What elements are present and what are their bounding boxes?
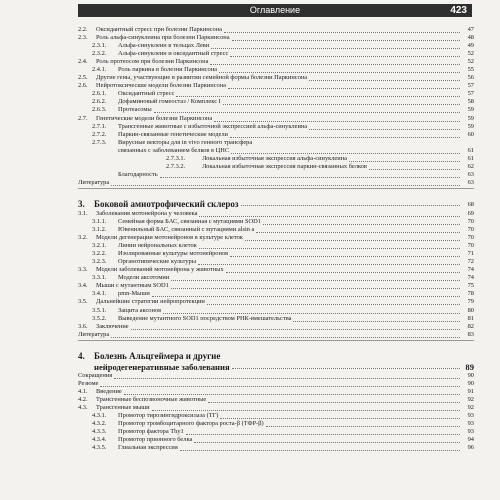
toc-entry-page: 92: [467, 395, 474, 403]
section-divider: [78, 340, 474, 341]
leader-dots: [369, 163, 460, 170]
toc-entry-page: 59: [467, 122, 474, 130]
toc-entry: [78, 147, 474, 155]
toc-entry-number: 4.3.3.: [92, 428, 107, 436]
toc-entry-page: 90: [467, 371, 474, 379]
leader-dots: [231, 147, 460, 154]
toc-entry-number: 4.3.1.: [92, 411, 107, 419]
toc-entry: [78, 266, 474, 274]
running-title: Оглавление: [249, 5, 301, 15]
toc-entry-number: 2.7.3.2.: [166, 162, 186, 170]
leader-dots: [241, 199, 460, 206]
toc-entry-number: 4.3.4.: [92, 436, 107, 444]
toc-entry-page: 61: [467, 154, 474, 162]
toc-entry-title: Альфа-синуклеин и оксидантный стресс: [118, 50, 229, 58]
toc-entry-number: 3.2.: [78, 234, 88, 242]
toc-entry-title: Промотор тромбоцитарного фактора роста-β (ТФР-β): [118, 419, 264, 427]
toc-entry-number: 2.6.1.: [92, 90, 107, 98]
toc-entry: [78, 274, 474, 282]
toc-entry: [78, 315, 474, 323]
leader-dots: [131, 323, 460, 330]
leader-dots: [309, 74, 460, 81]
toc-entry-number: 3.5.2.: [92, 314, 107, 322]
toc-entry-title: Болезнь Альцгеймера и другие: [94, 350, 221, 361]
toc-entry-title: связанных с заболеванием белков в ЦНС: [118, 146, 230, 154]
toc-entry: [78, 444, 474, 452]
toc-entry-page: 59: [467, 114, 474, 122]
toc-entry-number: 2.6.: [78, 82, 88, 90]
leader-dots: [163, 307, 460, 314]
toc-entry-number: 3.5.: [78, 298, 88, 306]
toc-entry-page: 60: [467, 130, 474, 138]
toc-entry: [78, 290, 474, 298]
toc-entry: [78, 258, 474, 266]
leader-dots: [349, 155, 460, 162]
toc-entry-title: Благодарность: [118, 170, 158, 178]
spacer: [78, 191, 474, 195]
toc-entry-page: 74: [467, 266, 474, 274]
toc-entry-number: 2.2.: [78, 26, 88, 33]
toc-entry-number: 3.3.: [78, 266, 88, 274]
leader-dots: [198, 258, 460, 265]
leader-dots: [219, 66, 460, 73]
toc-entry-title: Семейная форма БАС, связанная с мутациями SOD1: [118, 217, 261, 225]
toc-entry-title: Генетические модели болезни Паркинсона: [96, 114, 213, 122]
page-number: 423: [450, 5, 467, 16]
toc-entry-number: 2.6.3.: [92, 106, 107, 114]
leader-dots: [224, 26, 460, 33]
toc-entry-number: 3.4.: [78, 282, 88, 290]
leader-dots: [223, 98, 460, 105]
toc-entry-title: Нейротоксические модели болезни Паркинсона: [96, 82, 226, 90]
leader-dots: [293, 315, 460, 322]
leader-dots: [100, 380, 460, 387]
leader-dots: [220, 412, 460, 419]
leader-dots: [256, 226, 460, 233]
toc-entry: [78, 282, 474, 290]
toc-entry-page: 69: [467, 209, 474, 217]
toc-entry-title: Роль протеосом при болезни Паркинсона: [96, 58, 209, 66]
toc-entry: [78, 210, 474, 218]
toc-entry-page: 56: [467, 74, 474, 82]
toc-entry-number: 3.2.1.: [92, 242, 107, 250]
leader-dots: [171, 274, 460, 281]
leader-dots: [245, 234, 460, 241]
toc-entry-title: Модели заболеваний мотонейрона у животных: [96, 266, 224, 274]
toc-entry: [78, 226, 474, 234]
toc-entry-number: 3.1.: [78, 209, 88, 217]
leader-dots: [208, 396, 460, 403]
toc-entry-number: 4.3.5.: [92, 444, 107, 452]
toc-entry-page: 63: [467, 178, 474, 186]
toc-entry-page: 70: [467, 226, 474, 234]
toc-entry: [78, 106, 474, 114]
toc-entry: [78, 362, 474, 372]
toc-entry-number: 2.4.: [78, 58, 88, 66]
toc-entry-page: 49: [467, 42, 474, 50]
toc-entry-page: 96: [467, 444, 474, 452]
leader-dots: [180, 444, 460, 451]
leader-dots: [263, 218, 460, 225]
toc-entry: [78, 412, 474, 420]
toc-entry-page: 47: [467, 26, 474, 33]
toc-entry-title: Роль альфа-синуклеина при болезни Паркинсона: [96, 34, 230, 42]
toc-entry-title: Альфа-синуклеин в тельцах Леви: [118, 42, 210, 50]
toc-entry: [78, 351, 474, 362]
toc-entry-page: 93: [467, 428, 474, 436]
toc-entry-title: Сокращения: [78, 371, 113, 379]
leader-dots: [111, 179, 460, 186]
toc-entry-number: 4.3.2.: [92, 419, 107, 427]
toc-entry-title: Линии нейрональных клеток: [118, 242, 197, 250]
toc-entry-number: 3.: [78, 198, 85, 209]
toc-entry: [78, 155, 474, 163]
toc-entry-title: Локальная избыточная экспрессия альфа-синуклеина: [202, 154, 347, 162]
toc-entry-title: Трансгенные мыши: [96, 403, 150, 411]
toc-entry-title: Выведение мутантного SOD1 посредством РНК-вмешательства: [118, 314, 292, 322]
toc-entry-title: Оксидантный стресс при болезни Паркинсона: [96, 26, 222, 33]
toc-entry: [78, 171, 474, 179]
toc-entry: [78, 50, 474, 58]
toc-entry: [78, 388, 474, 396]
toc-entry-page: 70: [467, 242, 474, 250]
toc-entry-page: 57: [467, 90, 474, 98]
toc-entry-number: 3.3.1.: [92, 274, 107, 282]
toc-entry-title: Дофаминовый гомеостаз / Комплекс I: [118, 98, 221, 106]
table-of-contents: [78, 26, 474, 452]
toc-entry-number: 2.3.1.: [92, 42, 107, 50]
toc-entry: [78, 131, 474, 139]
toc-entry-number: 2.5.: [78, 74, 88, 82]
toc-entry-title: Боковой амиотрофический склероз: [94, 198, 239, 209]
leader-dots: [214, 115, 460, 122]
toc-entry-page: 93: [467, 419, 474, 427]
leader-dots: [160, 171, 460, 178]
toc-entry-number: 3.1.2.: [92, 226, 107, 234]
toc-entry-page: 89: [465, 361, 474, 372]
leader-dots: [154, 106, 460, 113]
toc-entry-number: 3.4.1.: [92, 290, 107, 298]
toc-entry-page: 82: [467, 322, 474, 330]
toc-entry-page: 62: [467, 162, 474, 170]
toc-entry-title: Вирусные векторы для in vivo генного трансфера: [118, 138, 253, 146]
toc-entry-title: Литература: [78, 330, 110, 338]
toc-entry-title: Паркин-связанные генетические модели: [118, 130, 228, 138]
leader-dots: [230, 50, 460, 57]
toc-entry-page: 52: [467, 50, 474, 58]
toc-entry-number: 2.7.1.: [92, 122, 107, 130]
leader-dots: [194, 436, 460, 443]
toc-entry-number: 2.7.2.: [92, 130, 107, 138]
toc-entry-title: Дальнейшие стратегии нейропротекции: [96, 298, 205, 306]
toc-entry-page: 93: [467, 411, 474, 419]
toc-entry: [78, 34, 474, 42]
toc-entry: [78, 428, 474, 436]
toc-entry-number: 4.1.: [78, 387, 88, 395]
toc-entry-title: Промотор тирозингидроксилаза (ТГ): [118, 411, 219, 419]
toc-entry-number: 4.2.: [78, 395, 88, 403]
toc-entry-page: 94: [467, 436, 474, 444]
leader-dots: [152, 290, 460, 297]
toc-entry-page: 75: [467, 282, 474, 290]
toc-entry: [78, 58, 474, 66]
toc-entry-page: 78: [467, 290, 474, 298]
toc-entry: [78, 66, 474, 74]
toc-entry-title: Локальная избыточная экспрессия паркин-связанных белков: [202, 162, 367, 170]
toc-entry-title: Промотор прионного белка: [118, 436, 193, 444]
toc-entry-number: 2.7.: [78, 114, 88, 122]
toc-entry-title: Введение: [96, 387, 122, 395]
leader-dots: [111, 331, 460, 338]
toc-entry-number: 2.7.3.: [92, 138, 107, 146]
toc-entry-title: Трансгенные животные с избыточной экспрессией альфа-синуклеина: [118, 122, 308, 130]
leader-dots: [210, 58, 460, 65]
toc-entry-number: 3.6.: [78, 322, 88, 330]
toc-entry: [78, 242, 474, 250]
toc-entry-number: 2.3.2.: [92, 50, 107, 58]
toc-entry: [78, 123, 474, 131]
leader-dots: [207, 298, 460, 305]
toc-entry: [78, 420, 474, 428]
toc-entry-title: pmn-Мыши: [118, 290, 150, 298]
toc-entry-title: Другие гены, участвующие в развитии семейной формы болезни Паркинсона: [96, 74, 308, 82]
toc-entry-title: Роль паркина в болезни Паркинсона: [118, 66, 217, 74]
toc-entry-number: 2.6.2.: [92, 98, 107, 106]
toc-entry-title: нейродегенеративные заболевания: [94, 361, 230, 372]
toc-entry: [78, 331, 474, 339]
toc-entry-page: 55: [467, 66, 474, 74]
toc-entry: [78, 139, 474, 147]
toc-entry: [78, 115, 474, 123]
toc-entry: [78, 404, 474, 412]
toc-entry: [78, 250, 474, 258]
toc-entry-title: Глиальная экспрессия: [118, 444, 178, 452]
toc-entry: [78, 98, 474, 106]
toc-entry-page: 61: [467, 146, 474, 154]
toc-entry: [78, 82, 474, 90]
leader-dots: [230, 250, 460, 257]
toc-entry-number: 2.3.: [78, 34, 88, 42]
leader-dots: [232, 34, 460, 41]
toc-entry: [78, 436, 474, 444]
toc-entry-title: Оксидантный стресс: [118, 90, 175, 98]
toc-entry-page: 83: [467, 330, 474, 338]
toc-entry: [78, 90, 474, 98]
toc-entry-page: 48: [467, 34, 474, 42]
leader-dots: [232, 362, 460, 369]
toc-entry-page: 52: [467, 58, 474, 66]
toc-entry-number: 3.1.1.: [92, 217, 107, 225]
toc-entry-page: 92: [467, 403, 474, 411]
toc-entry-title: Протеасомы: [118, 106, 152, 114]
leader-dots: [226, 266, 460, 273]
toc-entry-number: 3.5.1.: [92, 306, 107, 314]
toc-entry-page: 71: [467, 250, 474, 258]
leader-dots: [176, 90, 460, 97]
toc-entry-page: 70: [467, 217, 474, 225]
toc-entry-title: Заключение: [96, 322, 129, 330]
leader-dots: [199, 210, 460, 217]
toc-entry: [78, 380, 474, 388]
toc-entry: [78, 42, 474, 50]
leader-dots: [152, 404, 460, 411]
toc-entry-title: Мыши с мутантным SOD1: [96, 282, 169, 290]
leader-dots: [266, 420, 460, 427]
toc-entry-page: 80: [467, 306, 474, 314]
toc-entry-number: 4.: [78, 350, 85, 361]
toc-entry-page: 79: [467, 298, 474, 306]
toc-entry-title: Заболевания мотонейрона у человека: [96, 209, 198, 217]
leader-dots: [114, 372, 460, 379]
toc-entry-title: Изолированные культуры мотонейронов: [118, 250, 229, 258]
leader-dots: [211, 42, 460, 49]
leader-dots: [186, 428, 460, 435]
toc-entry-title: Ювенильный БАС, связанный с мутациями alsin a: [118, 226, 255, 234]
toc-entry-page: 91: [467, 387, 474, 395]
toc-entry: [78, 396, 474, 404]
toc-entry-number: 2.7.3.1.: [166, 154, 186, 162]
toc-entry: [78, 163, 474, 171]
toc-entry: [78, 74, 474, 82]
toc-entry-title: Резюме: [78, 379, 99, 387]
toc-entry: [78, 234, 474, 242]
toc-entry-page: 81: [467, 314, 474, 322]
toc-entry-page: 68: [467, 200, 474, 208]
leader-dots: [309, 123, 460, 130]
toc-entry-number: 4.3.: [78, 403, 88, 411]
toc-entry: [78, 372, 474, 380]
toc-entry: [78, 307, 474, 315]
toc-entry: [78, 298, 474, 306]
leader-dots: [124, 388, 460, 395]
toc-entry-title: Промотор фактора Thy1: [118, 428, 184, 436]
toc-entry-page: 74: [467, 274, 474, 282]
toc-entry: [78, 218, 474, 226]
toc-entry-page: 57: [467, 82, 474, 90]
toc-entry-number: 3.2.3.: [92, 258, 107, 266]
toc-entry: [78, 26, 474, 34]
toc-entry-number: 3.2.2.: [92, 250, 107, 258]
toc-entry-title: Органотипические культуры: [118, 258, 197, 266]
toc-entry-page: 58: [467, 98, 474, 106]
toc-entry-title: Модели аксотомии: [118, 274, 170, 282]
toc-entry-page: 72: [467, 258, 474, 266]
leader-dots: [199, 242, 460, 249]
leader-dots: [230, 131, 460, 138]
toc-entry-page: 70: [467, 234, 474, 242]
leader-dots: [171, 282, 460, 289]
toc-entry-page: 90: [467, 379, 474, 387]
toc-entry-page: 63: [467, 170, 474, 178]
page-header: [78, 4, 472, 17]
toc-entry: [78, 179, 474, 187]
section-divider: [78, 188, 474, 189]
toc-entry-title: Трансгенные беспозвоночные животные: [96, 395, 207, 403]
toc-entry-page: 59: [467, 106, 474, 114]
toc-entry-title: Защита аксонов: [118, 306, 162, 314]
toc-entry-number: 2.4.1.: [92, 66, 107, 74]
leader-dots: [228, 82, 460, 89]
toc-entry: [78, 323, 474, 331]
toc-entry: [78, 199, 474, 210]
toc-entry-title: Модели дегенерации мотонейронов в культуре клеток: [96, 234, 243, 242]
spacer: [78, 343, 474, 347]
toc-entry-title: Литература: [78, 178, 110, 186]
